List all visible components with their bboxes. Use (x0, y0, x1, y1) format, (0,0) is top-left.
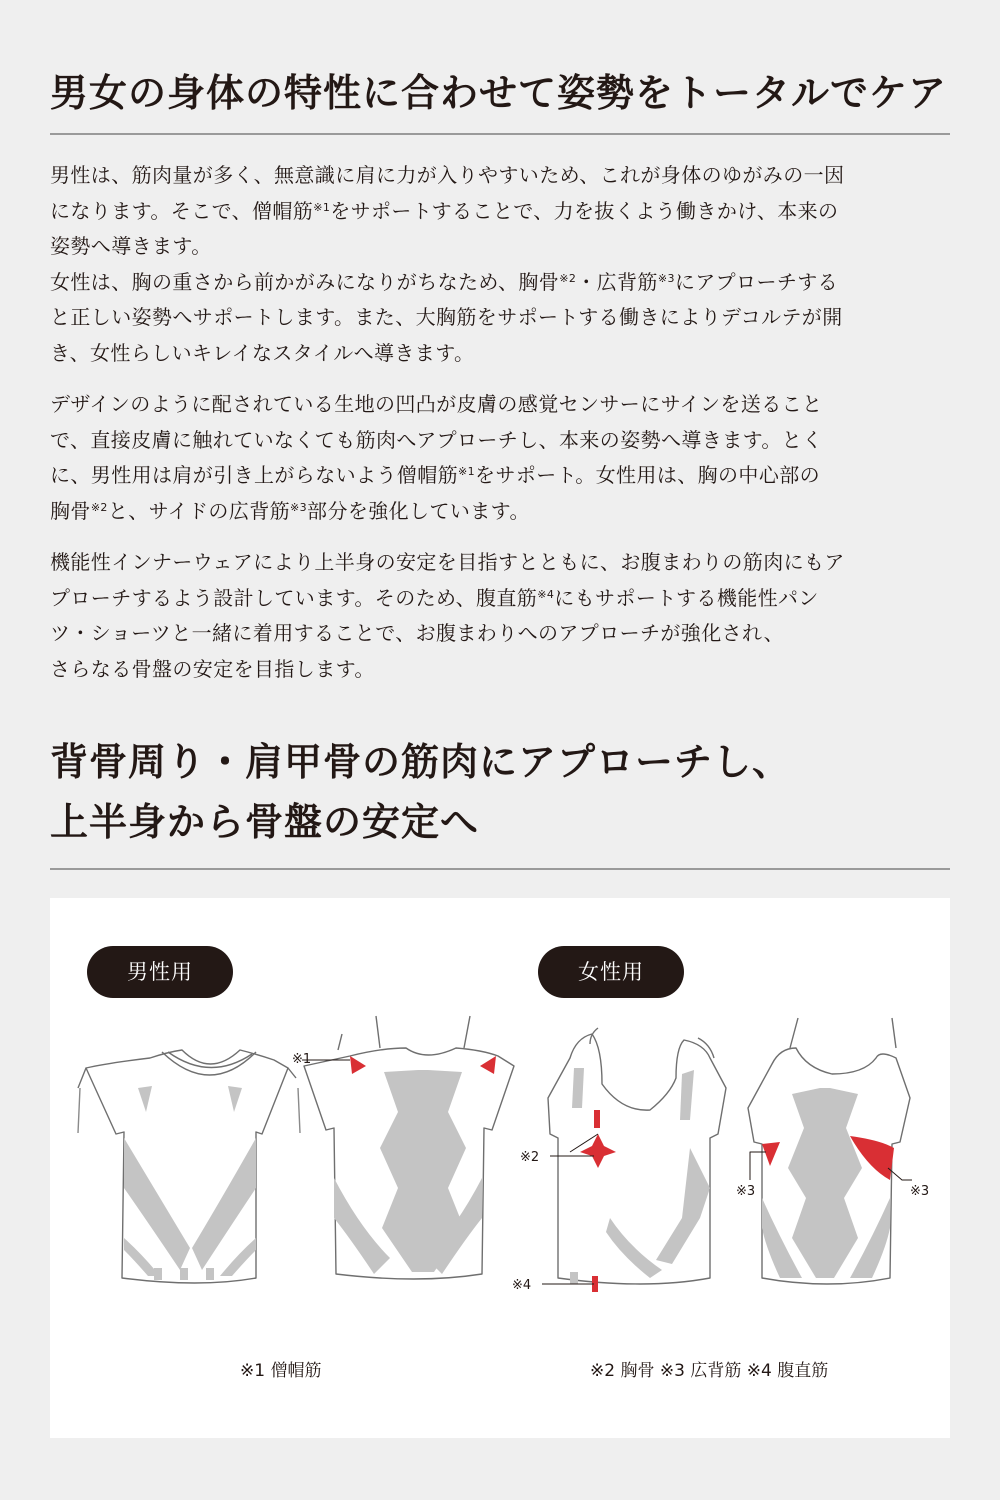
text-segment: をサポート。女性用は、胸の中心部の (475, 463, 821, 487)
text-segment: ツ・ショーツと一緒に着用することで、お腹まわりへのアプローチが強化され、 (50, 621, 784, 645)
footnote-marker: ※3 (290, 500, 308, 514)
text-segment: と正しい姿勢へサポートします。また、大胸筋をサポートする働きによりデコルテが開 (50, 305, 843, 329)
text-segment: 胸骨 (50, 498, 91, 523)
text-segment: にもサポートする機能性パン (554, 585, 819, 610)
paragraph-line (50, 265, 955, 301)
men-label-badge: 男性用 (87, 946, 233, 998)
title-divider (50, 133, 950, 135)
text-segment: 男性は、筋肉量が多く、無意識に肩に力が入りやすいため、これが身体のゆがみの一因 (50, 163, 845, 187)
men-caption: ※1 僧帽筋 (240, 1361, 322, 1381)
text-segment: プローチするよう設計しています。そのため、腹直筋 (50, 585, 538, 610)
paragraph-line (50, 545, 955, 581)
text-segment: き、女性らしいキレイなスタイルへ導きます。 (50, 340, 475, 365)
text-segment: と、サイドの広背筋 (107, 498, 291, 523)
text-segment: ・広背筋 (576, 269, 658, 294)
text-segment: 姿勢へ導きます。 (50, 234, 212, 258)
men-back-shirt (304, 1016, 514, 1279)
section2-title (50, 732, 960, 852)
men-front-shirt (78, 1050, 300, 1283)
marker-trapezius: ※1 (292, 1052, 312, 1067)
marker-latissimus-left: ※3 (736, 1184, 756, 1199)
text-segment: 部分を強化しています。 (307, 498, 530, 523)
paragraph-line (50, 423, 955, 459)
text-segment: で、直接皮膚に触れていなくても筋肉へアプローチし、本来の姿勢へ導きます。とく (50, 427, 823, 452)
footnote-marker: ※4 (537, 587, 555, 601)
paragraph (50, 545, 955, 687)
paragraph-line (50, 300, 955, 336)
paragraph (50, 387, 955, 529)
marker-latissimus-right: ※3 (910, 1184, 930, 1199)
women-back-tank (748, 1018, 910, 1284)
women-front-tank (548, 1028, 726, 1292)
women-caption: ※2 胸骨 ※3 広背筋 ※4 腹直筋 (590, 1361, 829, 1381)
description-text (50, 158, 955, 703)
section-title: 男女の身体の特性に合わせて姿勢をトータルでケア (50, 71, 948, 115)
text-segment: に、男性用は肩が引き上がらないよう僧帽筋 (50, 463, 458, 487)
women-label-badge: 女性用 (538, 946, 684, 998)
footnote-marker: ※1 (458, 465, 476, 478)
paragraph-line (50, 581, 955, 617)
footnote-marker: ※2 (90, 500, 108, 514)
paragraph-line (50, 616, 955, 652)
paragraph-line (50, 336, 955, 372)
paragraph-line (50, 652, 955, 688)
footnote-marker: ※2 (559, 271, 577, 285)
text-segment: デザインのように配されている生地の凹凸が皮膚の感覚センサーにサインを送ること (50, 392, 823, 416)
paragraph (50, 158, 955, 371)
text-segment: 機能性インナーウェアにより上半身の安定を目指すとともに、お腹まわりの筋肉にもア (50, 550, 845, 574)
text-segment: になります。そこで、僧帽筋 (50, 198, 314, 223)
paragraph-line (50, 494, 955, 530)
paragraph-line (50, 387, 955, 423)
section2-title-line: 背骨周り・肩甲骨の筋肉にアプローチし、 (50, 740, 792, 784)
section2-title-line: 上半身から骨盤の安定へ (50, 800, 480, 844)
text-segment: をサポートすることで、力を抜くよう働きかけ、本来の (330, 198, 839, 223)
paragraph-line (50, 458, 955, 494)
paragraph-line (50, 194, 955, 230)
section2-divider (50, 868, 950, 870)
paragraph-line (50, 158, 955, 194)
text-segment: にアプローチする (674, 269, 839, 294)
text-segment: さらなる骨盤の安定を目指します。 (50, 656, 375, 681)
garment-diagram-panel (50, 898, 950, 1438)
footnote-marker: ※3 (657, 271, 675, 285)
marker-rectus-abdominis: ※4 (512, 1278, 532, 1293)
footnote-marker: ※1 (313, 200, 331, 214)
text-segment: 女性は、胸の重さから前かがみになりがちなため、胸骨 (50, 269, 560, 294)
paragraph-line (50, 229, 955, 265)
marker-sternum: ※2 (520, 1150, 540, 1165)
